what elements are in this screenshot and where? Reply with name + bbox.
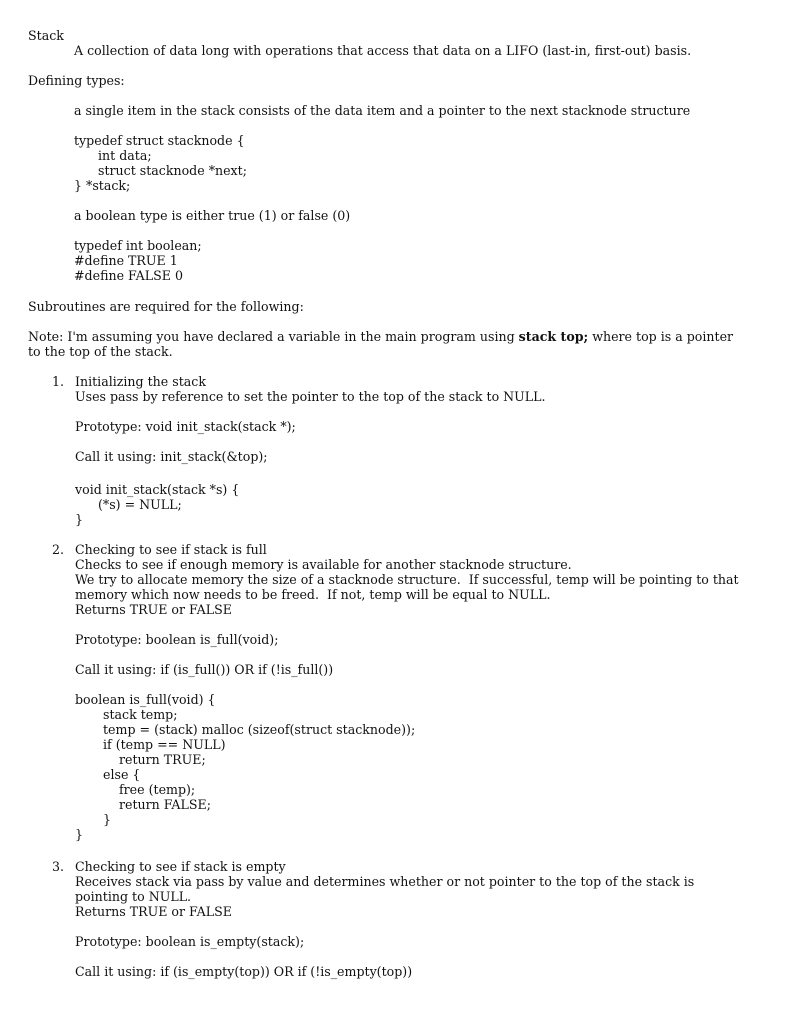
- code-line: void init_stack(stack *s) {: [75, 482, 240, 497]
- stack-description: A collection of data long with operations that access that data on a LIFO (last-in, first-out) basis.: [74, 43, 692, 58]
- note-line-2: to the top of the stack.: [28, 344, 173, 359]
- list-item-desc: Returns TRUE or FALSE: [75, 904, 232, 919]
- code-line: boolean is_full(void) {: [75, 692, 216, 707]
- prototype-line: Prototype: boolean is_full(void);: [75, 632, 279, 647]
- list-item-number: 3.: [52, 859, 65, 874]
- code-line: }: [75, 512, 84, 527]
- subroutines-heading: Subroutines are required for the following:: [28, 299, 304, 314]
- code-line: return FALSE;: [119, 797, 211, 812]
- list-item-desc: Checks to see if enough memory is available for another stacknode structure.: [75, 557, 572, 572]
- call-line: Call it using: if (is_full()) OR if (!is_full()): [75, 662, 334, 677]
- code-line: if (temp == NULL): [103, 737, 226, 752]
- list-item-title: Checking to see if stack is full: [75, 542, 267, 557]
- code-line: #define TRUE 1: [74, 253, 178, 268]
- code-line: (*s) = NULL;: [98, 497, 182, 512]
- code-line: free (temp);: [119, 782, 196, 797]
- code-line: }: [103, 812, 112, 827]
- note-bold: stack top;: [518, 329, 589, 344]
- code-line: stack temp;: [103, 707, 178, 722]
- note-prefix: Note: I'm assuming you have declared a variable in the main program using: [28, 329, 519, 344]
- code-line: }: [75, 827, 84, 842]
- list-item-desc: Receives stack via pass by value and determines whether or not pointer to the top of the stack is: [75, 874, 695, 889]
- list-item-title: Initializing the stack: [75, 374, 206, 389]
- list-item-desc: We try to allocate memory the size of a stacknode structure. If successful, temp will be pointing to that: [75, 572, 739, 587]
- list-item-desc: memory which now needs to be freed. If not, temp will be equal to NULL.: [75, 587, 551, 602]
- prototype-line: Prototype: boolean is_empty(stack);: [75, 934, 305, 949]
- list-item-desc: pointing to NULL.: [75, 889, 192, 904]
- list-item-desc: Returns TRUE or FALSE: [75, 602, 232, 617]
- defining-types-heading: Defining types:: [28, 73, 125, 88]
- list-item-title: Checking to see if stack is empty: [75, 859, 286, 874]
- page-title: Stack: [28, 28, 64, 43]
- code-line: return TRUE;: [119, 752, 206, 767]
- code-line: typedef struct stacknode {: [74, 133, 245, 148]
- code-line: int data;: [98, 148, 152, 163]
- note-line: [28, 329, 733, 344]
- list-item-number: 2.: [52, 542, 65, 557]
- code-line: temp = (stack) malloc (sizeof(struct stacknode));: [103, 722, 416, 737]
- code-line: else {: [103, 767, 141, 782]
- note-suffix: where top is a pointer: [588, 329, 734, 344]
- code-line: } *stack;: [74, 178, 131, 193]
- code-line: struct stacknode *next;: [98, 163, 247, 178]
- call-line: Call it using: if (is_empty(top)) OR if (!is_empty(top)): [75, 964, 413, 979]
- code-line: #define FALSE 0: [74, 268, 183, 283]
- list-item-desc: Uses pass by reference to set the pointer to the top of the stack to NULL.: [75, 389, 546, 404]
- boolean-description: a boolean type is either true (1) or false (0): [74, 208, 351, 223]
- code-line: typedef int boolean;: [74, 238, 202, 253]
- stacknode-description: a single item in the stack consists of the data item and a pointer to the next stacknode structure: [74, 103, 691, 118]
- prototype-line: Prototype: void init_stack(stack *);: [75, 419, 296, 434]
- call-line: Call it using: init_stack(&top);: [75, 449, 268, 464]
- list-item-number: 1.: [52, 374, 65, 389]
